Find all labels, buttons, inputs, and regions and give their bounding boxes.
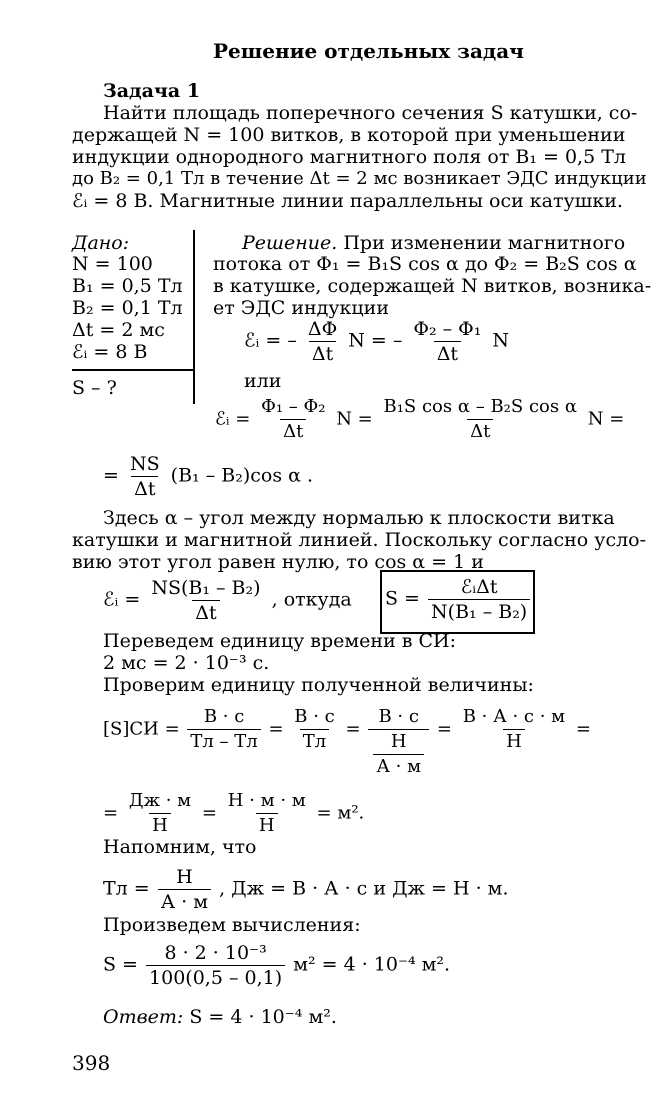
fraction — [126, 790, 194, 837]
given-label: Дано: — [72, 232, 130, 254]
recall-line: Напомним, что — [103, 836, 257, 858]
frac-den: Δt — [192, 600, 219, 624]
answer-line — [103, 1006, 337, 1028]
fraction — [127, 453, 163, 500]
frac-den: Тл — [300, 729, 329, 753]
solution-intro: При изменении магнитного — [343, 232, 626, 254]
frac-num: Н — [176, 866, 193, 888]
frac-num: NS — [129, 453, 160, 475]
section-title: Решение отдельных задач — [213, 39, 524, 63]
frac-num: В · с — [294, 706, 335, 727]
frac-num: ℰᵢΔt — [460, 576, 498, 598]
frac-den: Н — [503, 729, 525, 753]
given-item: Δt = 2 мс — [72, 319, 165, 341]
eq-term: = — [103, 802, 119, 824]
fraction — [158, 866, 211, 913]
frac-den: Δt — [309, 341, 336, 365]
frac-num: Н · м · м — [227, 790, 306, 811]
check-line: Проверим единицу полученной величины: — [103, 674, 534, 696]
compute-line: Произведем вычисления: — [103, 914, 361, 936]
eq-term: = — [575, 718, 591, 740]
frac-num: Φ₂ – Φ₁ — [413, 318, 482, 340]
statement-line: держащей N = 100 витков, в которой при уменьшении — [72, 124, 626, 146]
fraction — [291, 706, 337, 753]
given-vertical-rule — [193, 230, 195, 404]
given-item: B₁ = 0,5 Тл — [72, 275, 183, 297]
frac-num: ΔΦ — [307, 318, 338, 340]
eq-term: = — [201, 802, 218, 824]
given-find: S – ? — [72, 377, 117, 399]
eq-term: ℰᵢ = — [215, 408, 251, 430]
eq-term: ℰᵢ = — [103, 588, 141, 611]
frac-num: 8 · 2 · 10⁻³ — [164, 942, 267, 964]
calculation — [103, 942, 450, 989]
fraction — [258, 396, 328, 443]
fraction — [428, 576, 530, 623]
frac-num: Н — [390, 731, 407, 752]
eq-term: Тл = — [103, 877, 150, 900]
statement-line: индукции однородного магнитного поля от B₁ = 0,5 Тл — [72, 146, 626, 168]
frac-num: В · с — [378, 706, 419, 727]
eq-term: S = — [103, 953, 138, 976]
frac-den: Н — [149, 813, 171, 837]
equation-emf-1 — [244, 318, 509, 365]
statement-line: Найти площадь поперечного сечения S катушки, со- — [103, 102, 638, 124]
explain-line: катушки и магнитной линией. Поскольку согласно усло- — [72, 529, 647, 551]
equation-emf-3 — [103, 453, 313, 500]
explain-line: вию этот угол равен нулю, то cos α = 1 и — [72, 551, 484, 573]
frac-den: Н — [256, 813, 278, 837]
eq-term: N = — [336, 408, 373, 430]
compound-fraction — [368, 706, 429, 778]
or-word: или — [244, 370, 282, 392]
page-number: 398 — [72, 1051, 111, 1075]
frac-num: Φ₁ – Φ₂ — [261, 396, 326, 417]
eq-term: S = — [385, 587, 420, 610]
given-divider — [72, 369, 194, 371]
eq-term: N = — [587, 408, 625, 430]
answer-label: Ответ: — [103, 1006, 184, 1028]
statement-line: ℰᵢ = 8 В. Магнитные линии параллельны оси катушки. — [72, 190, 623, 212]
eq-term: = — [268, 718, 284, 740]
frac-num: Дж · м — [128, 790, 192, 811]
solution-line: ет ЭДС индукции — [213, 297, 389, 319]
answer-value: S = 4 · 10⁻⁴ м². — [189, 1006, 337, 1028]
frac-den: А · м — [373, 754, 424, 778]
fraction — [410, 318, 484, 365]
solution-line: в катушке, содержащей N витков, возника- — [213, 275, 652, 297]
frac-den: Тл – Тл — [187, 729, 260, 753]
units-equation-2 — [103, 790, 364, 837]
eq-term: , Дж = В · А · с и Дж = Н · м. — [219, 877, 509, 900]
tesla-definition — [103, 866, 509, 913]
fraction — [148, 577, 263, 624]
fraction — [373, 731, 424, 778]
eq-term: N = – — [348, 329, 403, 352]
equation-emf-4 — [103, 577, 352, 624]
fraction — [225, 790, 309, 837]
eq-term: (B₁ – B₂)cos α . — [170, 464, 314, 487]
problem-title: Задача 1 — [103, 80, 201, 102]
units-equation — [103, 706, 591, 778]
statement-line: до B₂ = 0,1 Тл в течение Δt = 2 мс возникает ЭДС индукции — [72, 168, 647, 189]
fraction — [305, 318, 340, 365]
given-item: N = 100 — [72, 253, 153, 275]
frac-num: В · А · с · м — [462, 706, 566, 727]
eq-term: = м². — [316, 802, 365, 824]
eq-term: = — [103, 464, 119, 487]
given-item: ℰᵢ = 8 В — [72, 341, 148, 363]
eq-term: N — [492, 329, 510, 352]
frac-num: NS(B₁ – B₂) — [151, 577, 261, 599]
frac-den: 100(0,5 – 0,1) — [146, 965, 285, 989]
eq-term: = — [436, 718, 452, 740]
si-line: Переведем единицу времени в СИ: — [103, 630, 457, 652]
fraction — [460, 706, 568, 753]
frac-den: N(B₁ – B₂) — [428, 599, 530, 623]
boxed-formula — [385, 576, 532, 623]
frac-num: В · с — [203, 706, 245, 727]
frac-den: Δt — [467, 419, 493, 443]
frac-num: B₁S cos α – B₂S cos α — [383, 396, 577, 417]
frac-den: Δt — [280, 419, 306, 443]
solution-line: потока от Φ₁ = B₁S cos α до Φ₂ = B₂S cos α — [213, 253, 637, 275]
explain-line: Здесь α – угол между нормалью к плоскости витка — [103, 507, 615, 529]
eq-term: м² = 4 · 10⁻⁴ м². — [293, 953, 451, 976]
fraction — [380, 396, 580, 443]
given-item: B₂ = 0,1 Тл — [72, 297, 183, 319]
frac-den: Δt — [131, 476, 158, 500]
fraction — [187, 706, 260, 753]
solution-first-line — [242, 232, 625, 254]
si-conversion: 2 мс = 2 · 10⁻³ с. — [103, 652, 270, 674]
solution-label: Решение. — [242, 232, 338, 254]
eq-term: = — [345, 718, 361, 740]
fraction — [146, 942, 285, 989]
equation-emf-2 — [215, 396, 624, 443]
frac-den: Δt — [434, 341, 461, 365]
eq-term: [S]СИ = — [103, 718, 180, 740]
frac-den — [368, 729, 429, 778]
frac-den: А · м — [158, 889, 211, 913]
eq-term: , откуда — [271, 588, 352, 611]
eq-term: ℰᵢ = – — [244, 329, 297, 352]
